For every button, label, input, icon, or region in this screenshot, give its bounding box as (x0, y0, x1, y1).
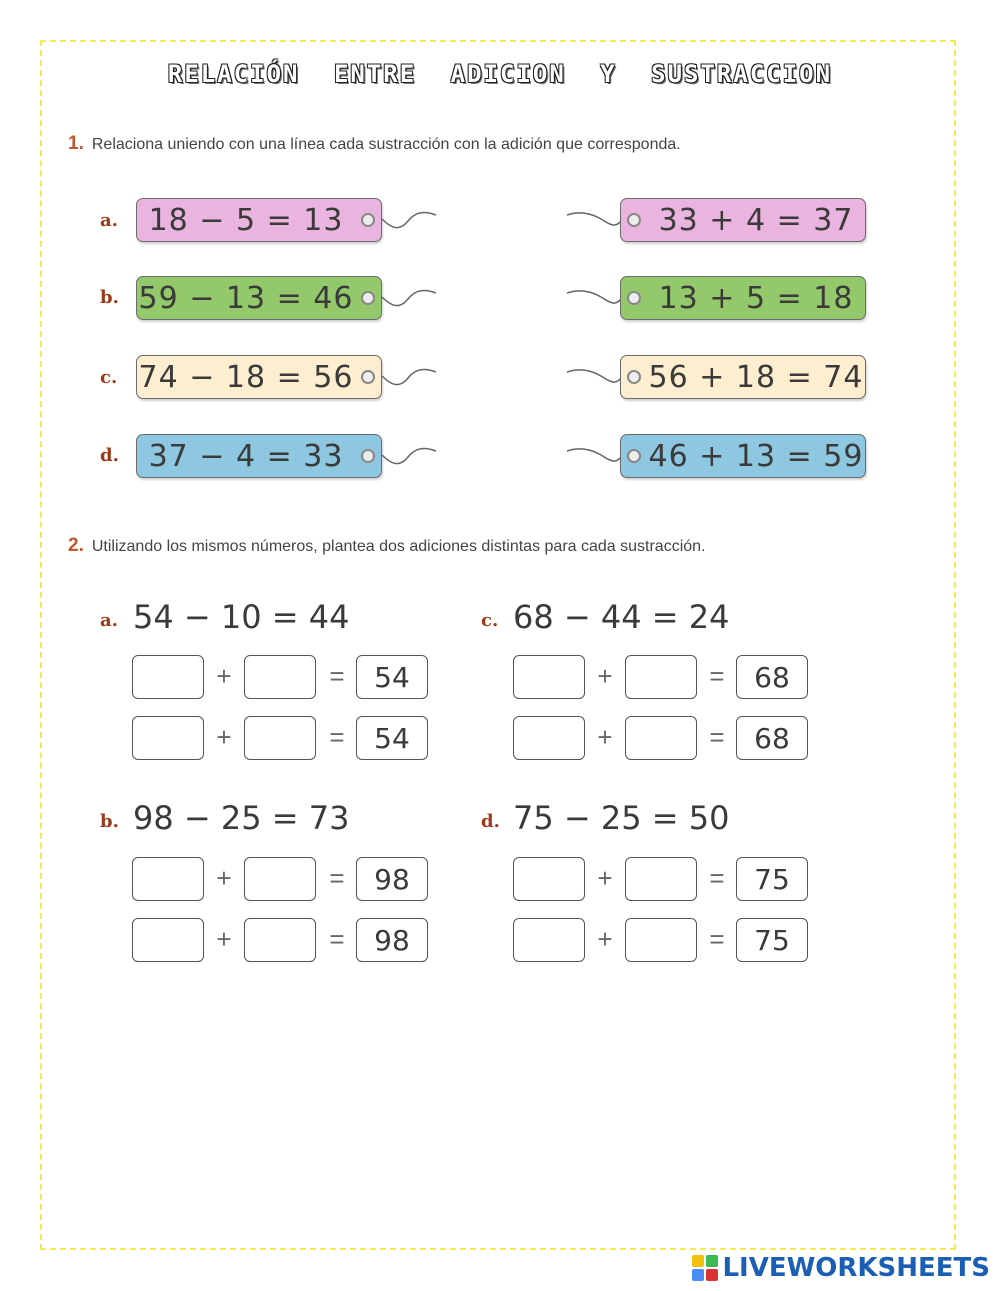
subtraction-text-b: 59 − 13 = 46 (138, 280, 354, 316)
answer-input-c2[interactable] (625, 655, 697, 699)
problem-letter-b: b. (100, 811, 119, 832)
addition-text-1: 33 + 4 = 37 (658, 202, 854, 238)
addition-text-2: 13 + 5 = 18 (658, 280, 854, 316)
result-box-b: 98 (356, 918, 428, 962)
result-box-d: 75 (736, 918, 808, 962)
string-icon (380, 283, 440, 313)
problem-operation-b: 98 − 25 = 73 (133, 799, 350, 837)
string-icon (380, 362, 440, 392)
subtraction-tag-d[interactable] (136, 434, 382, 478)
addition-tag-4[interactable] (620, 434, 866, 478)
plus-sign: + (597, 722, 613, 752)
page-title: RELACIÓN ENTRE ADICION Y SUSTRACCION (167, 60, 833, 88)
eyelet-icon (361, 449, 375, 463)
row-letter-d: d. (100, 445, 119, 466)
answer-input-c4[interactable] (625, 716, 697, 760)
equals-sign: = (709, 924, 725, 954)
answer-input-c1[interactable] (513, 655, 585, 699)
row-letter-a: a. (100, 210, 118, 231)
subtraction-tag-c[interactable] (136, 355, 382, 399)
result-box-c: 68 (736, 716, 808, 760)
result-box-d: 75 (736, 857, 808, 901)
row-letter-c: c. (100, 367, 118, 388)
problem-letter-d: d. (481, 811, 500, 832)
answer-input-d1[interactable] (513, 857, 585, 901)
problem-operation-d: 75 − 25 = 50 (513, 799, 730, 837)
equals-sign: = (709, 863, 725, 893)
row-letter-b: b. (100, 287, 119, 308)
result-box-a: 54 (356, 716, 428, 760)
answer-input-a4[interactable] (244, 716, 316, 760)
answer-input-b3[interactable] (132, 918, 204, 962)
plus-sign: + (597, 924, 613, 954)
string-icon (380, 205, 440, 235)
answer-input-a1[interactable] (132, 655, 204, 699)
result-box-a: 54 (356, 655, 428, 699)
addition-text-3: 56 + 18 = 74 (648, 359, 864, 395)
answer-input-d2[interactable] (625, 857, 697, 901)
problem-operation-a: 54 − 10 = 44 (133, 598, 350, 636)
logo-text: LIVEWORKSHEETS (722, 1253, 990, 1283)
addition-text-4: 46 + 13 = 59 (648, 438, 864, 474)
answer-input-a3[interactable] (132, 716, 204, 760)
plus-sign: + (216, 924, 232, 954)
equals-sign: = (329, 661, 345, 691)
eyelet-icon (361, 291, 375, 305)
subtraction-tag-b[interactable] (136, 276, 382, 320)
result-box-c: 68 (736, 655, 808, 699)
plus-sign: + (597, 661, 613, 691)
subtraction-text-d: 37 − 4 = 33 (148, 438, 344, 474)
problem-letter-a: a. (100, 610, 118, 631)
eyelet-icon (627, 291, 641, 305)
eyelet-icon (627, 370, 641, 384)
plus-sign: + (216, 863, 232, 893)
eyelet-icon (627, 213, 641, 227)
string-icon (380, 441, 440, 471)
eyelet-icon (361, 213, 375, 227)
exercise-2-instruction (68, 535, 706, 557)
addition-tag-3[interactable] (620, 355, 866, 399)
eyelet-icon (627, 449, 641, 463)
answer-input-a2[interactable] (244, 655, 316, 699)
eyelet-icon (361, 370, 375, 384)
equals-sign: = (329, 924, 345, 954)
subtraction-tag-a[interactable] (136, 198, 382, 242)
equals-sign: = (329, 863, 345, 893)
answer-input-b2[interactable] (244, 857, 316, 901)
answer-input-d3[interactable] (513, 918, 585, 962)
liveworksheets-logo (692, 1253, 990, 1283)
problem-letter-c: c. (481, 610, 499, 631)
answer-input-d4[interactable] (625, 918, 697, 962)
plus-sign: + (597, 863, 613, 893)
exercise-1-number: 1. (68, 133, 84, 154)
answer-input-b4[interactable] (244, 918, 316, 962)
exercise-2-text: Utilizando los mismos números, plantea dos adiciones distintas para cada sustracción. (91, 538, 706, 555)
equals-sign: = (709, 661, 725, 691)
subtraction-text-a: 18 − 5 = 13 (148, 202, 344, 238)
exercise-1-text: Relaciona uniendo con una línea cada sustracción con la adición que corresponda. (91, 136, 681, 153)
answer-input-c3[interactable] (513, 716, 585, 760)
subtraction-text-c: 74 − 18 = 56 (138, 359, 354, 395)
string-icon (565, 362, 625, 392)
string-icon (565, 205, 625, 235)
answer-input-b1[interactable] (132, 857, 204, 901)
equals-sign: = (329, 722, 345, 752)
plus-sign: + (216, 661, 232, 691)
plus-sign: + (216, 722, 232, 752)
logo-mark-icon (692, 1255, 718, 1281)
exercise-1-instruction (68, 133, 681, 155)
string-icon (565, 283, 625, 313)
string-icon (565, 441, 625, 471)
addition-tag-1[interactable] (620, 198, 866, 242)
equals-sign: = (709, 722, 725, 752)
exercise-2-number: 2. (68, 535, 84, 556)
result-box-b: 98 (356, 857, 428, 901)
problem-operation-c: 68 − 44 = 24 (513, 598, 730, 636)
addition-tag-2[interactable] (620, 276, 866, 320)
